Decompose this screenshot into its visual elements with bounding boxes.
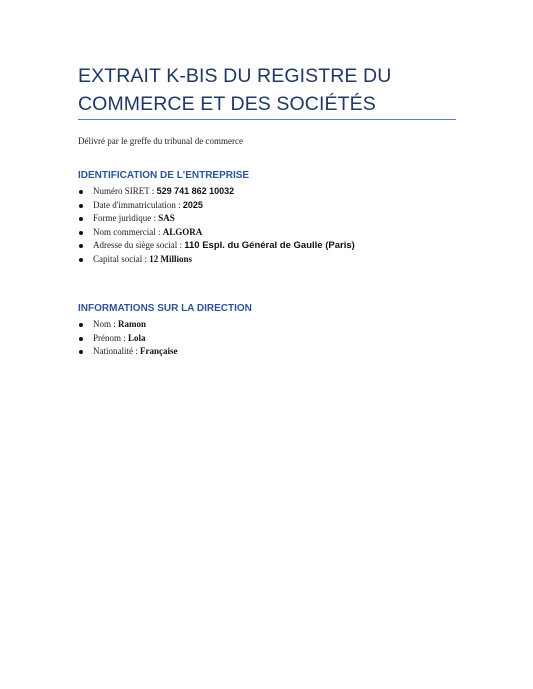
bullet-icon (79, 337, 83, 341)
item-label: Adresse du siège social : (93, 240, 185, 250)
section-heading-direction: INFORMATIONS SUR LA DIRECTION (78, 303, 252, 314)
list-item-last-name (78, 318, 178, 332)
item-value-siret: 529 741 862 10032 (156, 186, 235, 196)
list-item-registration-date (78, 199, 355, 213)
bullet-icon (79, 350, 83, 354)
item-label: Nom commercial : (93, 226, 163, 237)
item-label: Forme juridique : (93, 213, 159, 223)
identification-list (78, 185, 355, 266)
bullet-icon (79, 204, 83, 208)
bullet-icon (79, 190, 83, 194)
document-title: EXTRAIT K-BIS DU REGISTRE DU COMMERCE ET DES SOCIÉTÉS (78, 65, 392, 115)
list-item-trade-name (78, 226, 355, 240)
bullet-icon (79, 323, 83, 327)
item-value-share-capital: 12 Millions (149, 253, 193, 264)
bullet-icon (79, 217, 83, 221)
list-item-siret (78, 185, 355, 199)
item-value-trade-name: ALGORA (162, 226, 203, 237)
item-value-nationality: Française (140, 346, 178, 356)
item-value-last-name: Ramon (118, 319, 147, 329)
item-label: Capital social : (93, 253, 150, 264)
item-value-first-name: Lola (128, 332, 146, 343)
list-item-share-capital (78, 253, 355, 267)
item-label: Nationalité : (93, 346, 140, 356)
direction-list (78, 318, 178, 359)
item-label: Numéro SIRET : (93, 186, 157, 196)
bullet-icon (79, 258, 83, 262)
list-item-legal-form (78, 212, 355, 226)
list-item-nationality (78, 345, 178, 359)
item-value-head-office: 110 Espl. du Général de Gaulle (Paris) (184, 240, 355, 251)
item-label: Date d'immatriculation : (93, 199, 183, 210)
list-item-first-name (78, 332, 178, 346)
item-value-legal-form: SAS (158, 213, 175, 223)
item-label: Prénom : (93, 332, 128, 343)
section-heading-identification: IDENTIFICATION DE L'ENTREPRISE (78, 170, 250, 181)
bullet-icon (79, 231, 83, 235)
list-item-head-office (78, 239, 355, 253)
item-value-registration-date: 2025 (182, 199, 203, 210)
item-label: Nom : (93, 319, 119, 329)
document-subtitle: Délivré par le greffe du tribunal de commerce (78, 136, 244, 146)
bullet-icon (79, 244, 83, 248)
title-divider (78, 119, 456, 120)
